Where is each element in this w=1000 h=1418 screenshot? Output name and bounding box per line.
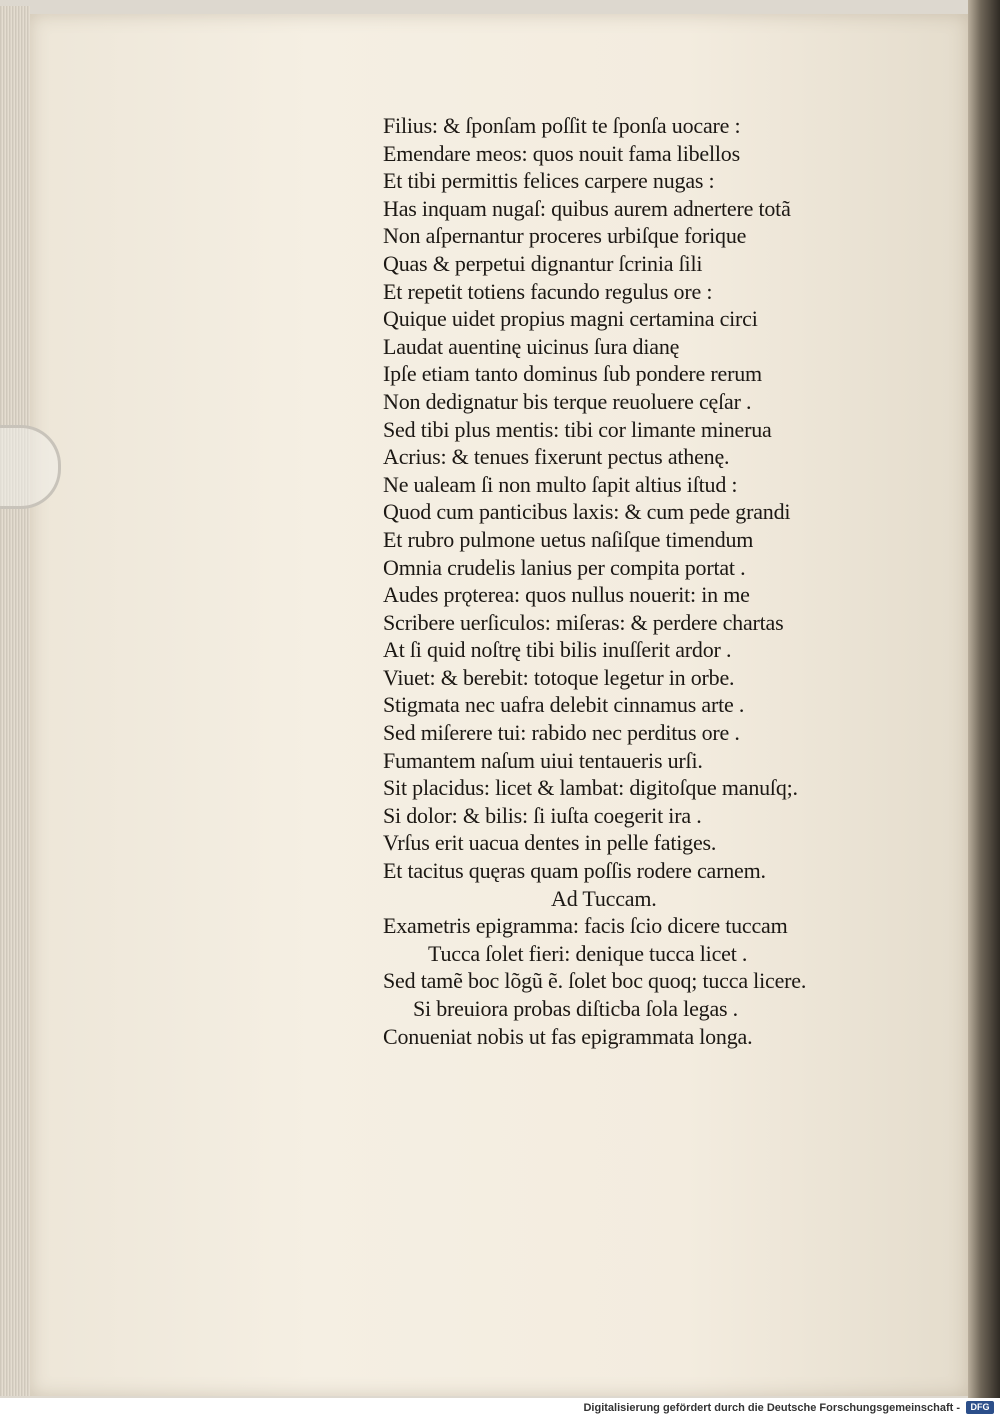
text-line: Et tacitus quęras quam poſſis rodere carnem. [383, 858, 766, 884]
text-line: Non aſpernantur proceres urbiſque forique [383, 223, 747, 249]
epigram-line: Conueniat nobis ut fas epigrammata longa. [383, 1023, 753, 1049]
text-line: Viuet: & berebit: totoque legetur in orbe. [383, 664, 735, 690]
text-line: Vrſus erit uacua dentes in pelle fatiges. [383, 830, 717, 856]
text-line: Et rubro pulmone uetus naſiſque timendum [383, 526, 754, 552]
text-line: Sit placidus: licet & lambat: digitoſque manuſq;. [383, 775, 798, 801]
text-line: Sed tibi plus mentis: tibi cor limante mineruа [383, 416, 772, 442]
digitization-footer [0, 1398, 1000, 1418]
epigram-line: Tucca ſolet fieri: denique tucca licet . [428, 940, 748, 966]
text-line: Fumantem naſum uiui tentaueris urſi. [383, 747, 703, 773]
section-heading: Ad Tuccam. [551, 885, 657, 911]
epigram-line: Exametris epigramma: facis ſcio dicere tuccam [383, 913, 788, 939]
text-line: Omnia crudelis lanius per compita portat . [383, 554, 746, 580]
text-line: Et tibi permittis felices carpere nugas : [383, 168, 715, 194]
text-line: Scribere uerſiculos: miſeras: & perdere chartas [383, 609, 784, 635]
text-line: Laudat auentinę uicinus ſura dianę [383, 333, 680, 359]
text-line: Et repetit totiens facundo regulus ore : [383, 278, 713, 304]
text-line: Emendare meos: quos nouit fama libellos [383, 140, 740, 166]
text-line: Acrius: & tenues fixerunt pectus athenę. [383, 444, 730, 470]
text-line: Has inquam nugaſ: quibus aurem adnertere totã [383, 195, 791, 221]
text-line: Ne ualeam ſi non multo ſapit altius iſtud : [383, 471, 738, 497]
text-line: Quas & perpetui dignantur ſcrinia ſili [383, 250, 703, 276]
text-line: Filius: & ſponſam poſſit te ſponſa uocare : [383, 113, 741, 138]
text-line: Si dolor: & bilis: ſi iuſta coegerit ira . [383, 802, 702, 828]
text-line: Quique uidet propius magni certamina circi [383, 306, 758, 332]
text-line: Quod cum panticibus laxis: & cum pede grandi [383, 499, 791, 525]
poem-text [383, 112, 903, 1050]
footer-credit: Digitalisierung gefördert durch die Deutsche Forschungsgemeinschaft - [583, 1402, 960, 1414]
text-line: Stigmata nec uafra delebit cinnamus arte . [383, 692, 745, 718]
text-line: Audes prǫterea: quos nullus nouerit: in me [383, 582, 750, 608]
epigram-line: Si breuiora probas diſticba ſola legas . [413, 996, 738, 1021]
dfg-logo-icon: DFG [966, 1401, 994, 1414]
text-line: Non dedignatur bis terque reuoluere cęſar . [383, 388, 752, 414]
text-line: At ſi quid noſtrę tibi bilis inuſſerit ardor . [383, 637, 732, 663]
book-gutter [968, 0, 1000, 1398]
text-line: Ipſe etiam tanto dominus ſub pondere rerum [383, 361, 762, 387]
text-line: Sed miſerere tui: rabido nec perditus ore . [383, 720, 740, 746]
page-stack-edge [0, 6, 30, 1396]
epigram-line: Sed tamẽ boc lõgũ ẽ. ſolet boc quoq; tucca licere. [383, 968, 807, 994]
